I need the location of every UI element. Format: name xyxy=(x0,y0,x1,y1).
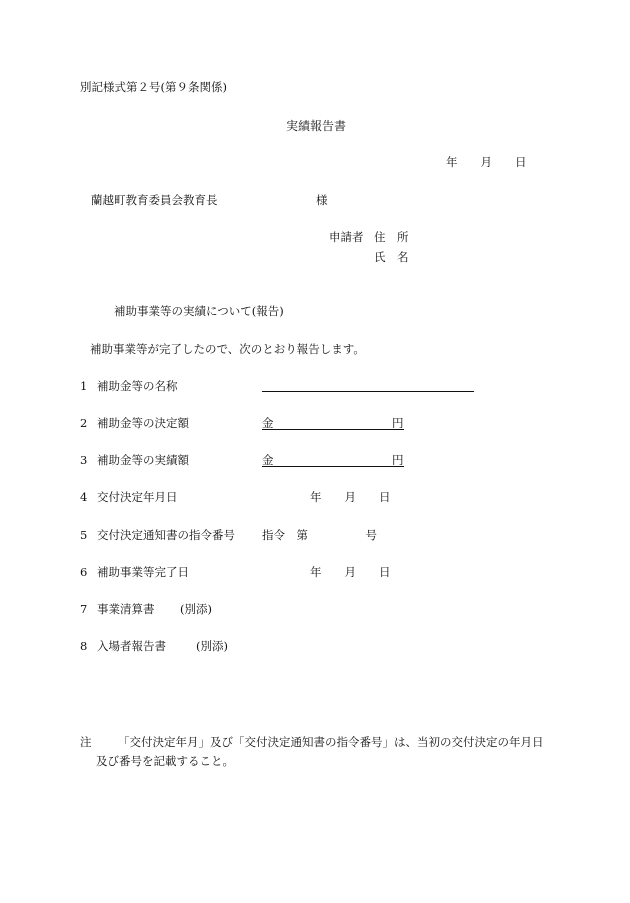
applicant-address-label: 住 所 xyxy=(374,230,409,244)
item-value: 年 月 日 xyxy=(310,565,391,579)
applicant-name-label: 氏 名 xyxy=(374,250,409,264)
applicant-label: 申請者 xyxy=(329,230,364,244)
item-value: 指令 第 号 xyxy=(262,528,377,542)
name-entry-line xyxy=(262,391,474,392)
date-line: 年 月 日 xyxy=(446,155,527,169)
amount-suffix: 円 xyxy=(392,416,404,430)
item-number: 1 xyxy=(80,379,88,393)
body-text: 補助事業等が完了したので、次のとおり報告します。 xyxy=(90,342,365,356)
item-label: 補助金等の決定額 xyxy=(97,416,189,430)
item-value: (別添) xyxy=(196,639,228,653)
item-number: 4 xyxy=(80,490,88,504)
subject-line: 補助事業等の実績について(報告) xyxy=(114,304,284,318)
amount-prefix: 金 xyxy=(262,416,274,430)
note-line-2: 及び番号を記載すること。 xyxy=(96,754,234,768)
item-number: 7 xyxy=(80,602,88,616)
item-number: 2 xyxy=(80,416,88,430)
addressee-honorific: 様 xyxy=(316,193,328,207)
amount-prefix: 金 xyxy=(262,453,274,467)
item-label: 補助金等の名称 xyxy=(97,379,178,393)
document-title: 実績報告書 xyxy=(286,119,347,133)
addressee-name: 蘭越町教育委員会教育長 xyxy=(91,193,218,207)
item-label: 事業清算書 xyxy=(97,602,155,616)
item-label: 補助事業等完了日 xyxy=(97,565,189,579)
item-label: 補助金等の実績額 xyxy=(97,453,189,467)
item-label: 入場者報告書 xyxy=(97,639,166,653)
form-header: 別記様式第２号(第９条関係) xyxy=(80,80,227,94)
item-label: 交付決定年月日 xyxy=(97,490,178,504)
item-label: 交付決定通知書の指令番号 xyxy=(97,528,235,542)
item-number: 5 xyxy=(80,528,88,542)
note-label: 注 xyxy=(80,735,92,749)
item-number: 8 xyxy=(80,639,88,653)
actual-amount-line xyxy=(262,466,404,467)
item-number: 3 xyxy=(80,453,88,467)
amount-suffix: 円 xyxy=(392,453,404,467)
item-number: 6 xyxy=(80,565,88,579)
item-value: 年 月 日 xyxy=(310,490,391,504)
decided-amount-line xyxy=(262,429,404,430)
note-line-1: 「交付決定年月」及び「交付決定通知書の指令番号」は、当初の交付決定の年月日 xyxy=(118,735,544,749)
item-value: (別添) xyxy=(180,602,212,616)
